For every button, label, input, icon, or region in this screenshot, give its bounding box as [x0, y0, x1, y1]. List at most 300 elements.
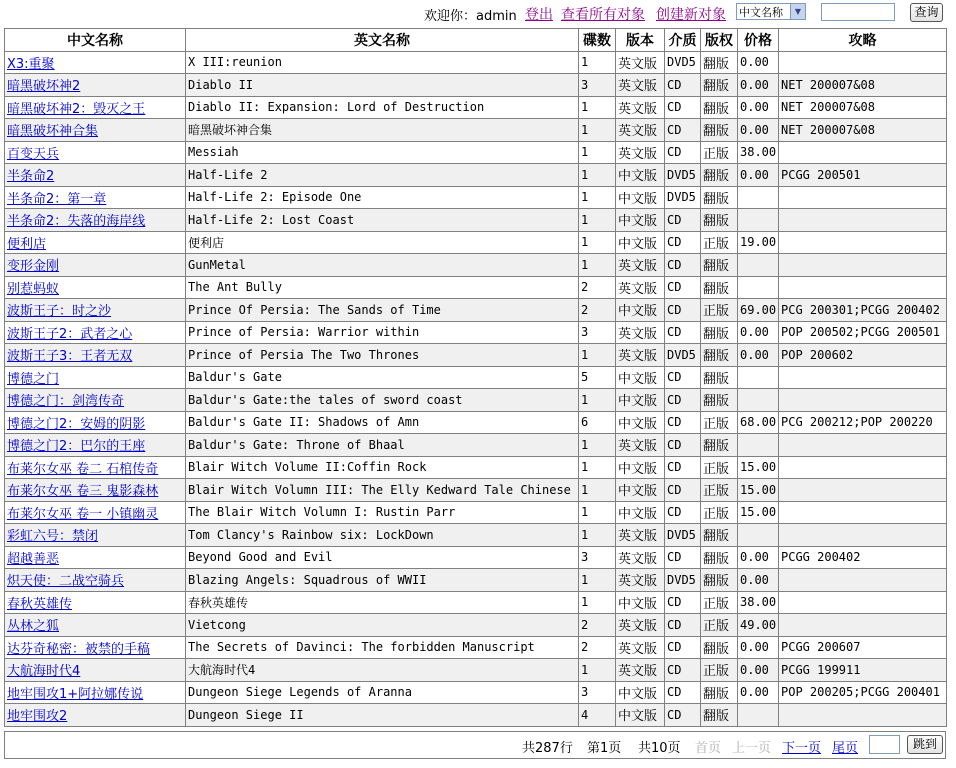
disc-count-cell: 1 — [579, 344, 616, 367]
search-button[interactable]: 查询 — [910, 3, 943, 22]
game-link[interactable]: 半条命2 — [7, 169, 55, 185]
version-cell: 中文版 — [616, 209, 665, 232]
search-field-selected: 中文名称 — [739, 6, 783, 19]
version-cell: 中文版 — [616, 501, 665, 524]
game-link[interactable]: 别惹蚂蚁 — [7, 281, 60, 297]
table-row — [5, 614, 947, 637]
current-page: 第1页 — [587, 741, 622, 756]
media-cell: CD — [665, 119, 701, 142]
table-row — [5, 164, 947, 187]
license-cell: 翻版 — [701, 524, 738, 547]
media-cell: CD — [665, 96, 701, 119]
media-cell: CD — [665, 276, 701, 299]
search-input[interactable] — [821, 3, 895, 21]
disc-count-cell: 1 — [579, 501, 616, 524]
table-row — [5, 366, 947, 389]
game-link[interactable]: 半条命2：失落的海岸线 — [7, 214, 146, 230]
disc-count-cell: 1 — [579, 119, 616, 142]
price-cell: 49.00 — [738, 614, 779, 637]
cn-name-cell — [5, 366, 186, 389]
price-cell: 0.00 — [738, 96, 779, 119]
table-row — [5, 299, 947, 322]
cn-name-cell — [5, 704, 186, 727]
license-cell: 翻版 — [701, 276, 738, 299]
guide-cell: PCGG 200607 — [779, 636, 947, 659]
media-cell: DVD5 — [665, 524, 701, 547]
version-cell: 中文版 — [616, 704, 665, 727]
en-name-cell: Prince of Persia The Two Thrones — [186, 344, 579, 367]
version-cell: 英文版 — [616, 569, 665, 592]
game-link[interactable]: 布莱尔女巫 卷二 石棺传奇 — [7, 461, 159, 477]
game-link[interactable]: 大航海时代4 — [7, 664, 81, 680]
goto-page-input[interactable] — [869, 735, 900, 754]
media-cell: CD — [665, 254, 701, 277]
license-cell: 翻版 — [701, 164, 738, 187]
en-name-cell: Half-Life 2: Episode One — [186, 186, 579, 209]
game-link[interactable]: 地牢围攻1+阿拉娜传说 — [7, 686, 144, 702]
en-name-cell: 大航海时代4 — [186, 659, 579, 682]
guide-cell: NET 200007&08 — [779, 74, 947, 97]
table-row — [5, 141, 947, 164]
media-cell: CD — [665, 546, 701, 569]
column-header: 价格 — [738, 29, 779, 52]
version-cell: 中文版 — [616, 591, 665, 614]
game-link[interactable]: 半条命2：第一章 — [7, 191, 107, 207]
price-cell — [738, 254, 779, 277]
media-cell: DVD5 — [665, 164, 701, 187]
cn-name-cell — [5, 479, 186, 502]
license-cell: 翻版 — [701, 119, 738, 142]
media-cell: CD — [665, 366, 701, 389]
cn-name-cell — [5, 524, 186, 547]
version-cell: 英文版 — [616, 74, 665, 97]
game-link[interactable]: 炽天使：二战空骑兵 — [7, 574, 125, 590]
cn-name-cell — [5, 254, 186, 277]
guide-cell — [779, 614, 947, 637]
en-name-cell: Diablo II: Expansion: Lord of Destruction — [186, 96, 579, 119]
disc-count-cell: 1 — [579, 51, 616, 74]
disc-count-cell: 2 — [579, 299, 616, 322]
version-cell: 中文版 — [616, 389, 665, 412]
disc-count-cell: 1 — [579, 659, 616, 682]
cn-name-cell — [5, 501, 186, 524]
license-cell: 正版 — [701, 411, 738, 434]
license-cell: 翻版 — [701, 209, 738, 232]
price-cell — [738, 704, 779, 727]
cn-name-cell — [5, 231, 186, 254]
table-row — [5, 321, 947, 344]
price-cell: 38.00 — [738, 591, 779, 614]
disc-count-cell: 1 — [579, 434, 616, 457]
cn-name-cell — [5, 546, 186, 569]
version-cell: 英文版 — [616, 321, 665, 344]
price-cell: 0.00 — [738, 51, 779, 74]
license-cell: 翻版 — [701, 569, 738, 592]
cn-name-cell — [5, 569, 186, 592]
en-name-cell: 春秋英雄传 — [186, 591, 579, 614]
license-cell: 正版 — [701, 456, 738, 479]
table-row — [5, 96, 947, 119]
en-name-cell: The Ant Bully — [186, 276, 579, 299]
guide-cell — [779, 231, 947, 254]
version-cell: 英文版 — [616, 636, 665, 659]
price-cell: 0.00 — [738, 321, 779, 344]
media-cell: CD — [665, 704, 701, 727]
next-page-link[interactable]: 下一页 — [782, 741, 822, 756]
disc-count-cell: 5 — [579, 366, 616, 389]
license-cell: 正版 — [701, 659, 738, 682]
version-cell: 英文版 — [616, 546, 665, 569]
disc-count-cell: 3 — [579, 321, 616, 344]
disc-count-cell: 1 — [579, 186, 616, 209]
license-cell: 翻版 — [701, 74, 738, 97]
version-cell: 英文版 — [616, 96, 665, 119]
view-all-link[interactable]: 查看所有对象 — [561, 7, 645, 23]
en-name-cell: Blair Witch Volume II:Coffin Rock — [186, 456, 579, 479]
version-cell: 英文版 — [616, 51, 665, 74]
price-cell: 0.00 — [738, 546, 779, 569]
game-link[interactable]: 波斯王子2：武者之心 — [7, 326, 133, 342]
guide-cell — [779, 591, 947, 614]
price-cell — [738, 209, 779, 232]
media-cell: CD — [665, 591, 701, 614]
en-name-cell: Tom Clancy's Rainbow six: LockDown — [186, 524, 579, 547]
price-cell: 0.00 — [738, 636, 779, 659]
license-cell: 翻版 — [701, 366, 738, 389]
media-cell: CD — [665, 456, 701, 479]
column-header: 中文名称 — [5, 29, 186, 52]
license-cell: 正版 — [701, 231, 738, 254]
cn-name-cell — [5, 299, 186, 322]
en-name-cell: Diablo II — [186, 74, 579, 97]
version-cell: 中文版 — [616, 479, 665, 502]
version-cell: 英文版 — [616, 659, 665, 682]
en-name-cell: Blair Witch Volumn III: The Elly Kedward Tale Chinese — [186, 479, 579, 502]
game-link[interactable]: 丛林之狐 — [7, 619, 60, 635]
media-cell: CD — [665, 411, 701, 434]
license-cell: 正版 — [701, 479, 738, 502]
table-row — [5, 681, 947, 704]
guide-cell: POP 200502;PCGG 200501 — [779, 321, 947, 344]
table-row — [5, 209, 947, 232]
welcome-text: 欢迎你：admin — [424, 9, 517, 24]
guide-cell: POP 200205;PCGG 200401 — [779, 681, 947, 704]
cn-name-cell — [5, 209, 186, 232]
price-cell: 0.00 — [738, 164, 779, 187]
guide-cell: NET 200007&08 — [779, 119, 947, 142]
guide-cell: PCGG 200501 — [779, 164, 947, 187]
create-new-link[interactable]: 创建新对象 — [656, 7, 726, 23]
en-name-cell: Dungeon Siege Legends of Aranna — [186, 681, 579, 704]
guide-cell — [779, 276, 947, 299]
cn-name-cell — [5, 119, 186, 142]
media-cell: DVD5 — [665, 569, 701, 592]
table-row — [5, 546, 947, 569]
en-name-cell: Baldur's Gate II: Shadows of Amn — [186, 411, 579, 434]
prev-page-link: 上一页 — [732, 741, 772, 756]
price-cell: 15.00 — [738, 479, 779, 502]
price-cell: 0.00 — [738, 344, 779, 367]
table-row — [5, 411, 947, 434]
game-link[interactable]: 春秋英雄传 — [7, 596, 73, 612]
media-cell: CD — [665, 434, 701, 457]
license-cell: 翻版 — [701, 434, 738, 457]
table-body — [5, 51, 947, 726]
guide-cell — [779, 366, 947, 389]
license-cell: 翻版 — [701, 51, 738, 74]
media-cell: CD — [665, 389, 701, 412]
en-name-cell: Prince Of Persia: The Sands of Time — [186, 299, 579, 322]
guide-cell: PCGG 200402 — [779, 546, 947, 569]
column-header: 英文名称 — [186, 29, 579, 52]
price-cell: 68.00 — [738, 411, 779, 434]
first-page-link: 首页 — [695, 741, 722, 756]
cn-name-cell — [5, 389, 186, 412]
disc-count-cell: 1 — [579, 479, 616, 502]
game-link[interactable]: 波斯王子：时之沙 — [7, 304, 112, 320]
last-page-link[interactable]: 尾页 — [832, 741, 859, 756]
search-field-select[interactable] — [736, 3, 806, 20]
cn-name-cell — [5, 411, 186, 434]
game-link[interactable]: 地牢围攻2 — [7, 709, 68, 725]
disc-count-cell: 1 — [579, 569, 616, 592]
price-cell — [738, 186, 779, 209]
en-name-cell: Baldur's Gate — [186, 366, 579, 389]
version-cell: 中文版 — [616, 231, 665, 254]
table-row — [5, 704, 947, 727]
guide-cell — [779, 434, 947, 457]
disc-count-cell: 2 — [579, 636, 616, 659]
guide-cell — [779, 479, 947, 502]
version-cell: 中文版 — [616, 411, 665, 434]
version-cell: 中文版 — [616, 186, 665, 209]
guide-cell — [779, 704, 947, 727]
price-cell: 0.00 — [738, 659, 779, 682]
license-cell: 翻版 — [701, 704, 738, 727]
en-name-cell: 暗黑破坏神合集 — [186, 119, 579, 142]
table-row — [5, 254, 947, 277]
price-cell: 15.00 — [738, 501, 779, 524]
cn-name-cell — [5, 51, 186, 74]
game-link[interactable]: 波斯王子3：王者无双 — [7, 349, 133, 365]
total-rows: 共287行 — [522, 741, 573, 756]
cn-name-cell — [5, 659, 186, 682]
disc-count-cell: 1 — [579, 254, 616, 277]
en-name-cell: Vietcong — [186, 614, 579, 637]
logout-link[interactable]: 登出 — [525, 7, 553, 23]
game-link[interactable]: 达芬奇秘密：被禁的手稿 — [7, 641, 151, 657]
media-cell: CD — [665, 231, 701, 254]
games-table — [4, 28, 947, 727]
version-cell: 中文版 — [616, 681, 665, 704]
table-row — [5, 186, 947, 209]
en-name-cell: Baldur's Gate:the tales of sword coast — [186, 389, 579, 412]
en-name-cell: GunMetal — [186, 254, 579, 277]
en-name-cell: Dungeon Siege II — [186, 704, 579, 727]
pagination-bar — [4, 731, 946, 759]
game-link[interactable]: 百变天兵 — [7, 146, 60, 162]
license-cell: 正版 — [701, 299, 738, 322]
guide-cell — [779, 389, 947, 412]
en-name-cell: Half-Life 2 — [186, 164, 579, 187]
guide-cell — [779, 254, 947, 277]
version-cell: 英文版 — [616, 524, 665, 547]
game-link[interactable]: 博德之门2：安姆的阴影 — [7, 416, 146, 432]
game-link[interactable]: 变形金刚 — [7, 259, 60, 275]
en-name-cell: The Blair Witch Volumn I: Rustin Parr — [186, 501, 579, 524]
disc-count-cell: 1 — [579, 96, 616, 119]
cn-name-cell — [5, 344, 186, 367]
price-cell — [738, 389, 779, 412]
price-cell: 0.00 — [738, 681, 779, 704]
game-link[interactable]: 暗黑破坏神合集 — [7, 124, 99, 140]
guide-cell: PCG 200301;PCGG 200402 — [779, 299, 947, 322]
table-row — [5, 119, 947, 142]
game-link[interactable]: 暗黑破坏神2 — [7, 79, 81, 95]
version-cell: 英文版 — [616, 344, 665, 367]
table-row — [5, 231, 947, 254]
guide-cell — [779, 51, 947, 74]
license-cell: 正版 — [701, 591, 738, 614]
table-row — [5, 434, 947, 457]
game-link[interactable]: 博德之门 — [7, 371, 60, 387]
table-row — [5, 479, 947, 502]
guide-cell — [779, 456, 947, 479]
price-cell: 0.00 — [738, 569, 779, 592]
guide-cell — [779, 141, 947, 164]
version-cell: 英文版 — [616, 119, 665, 142]
disc-count-cell: 1 — [579, 141, 616, 164]
version-cell: 英文版 — [616, 434, 665, 457]
media-cell: CD — [665, 636, 701, 659]
cn-name-cell — [5, 141, 186, 164]
license-cell: 正版 — [701, 141, 738, 164]
game-link[interactable]: 超越善恶 — [7, 551, 60, 567]
game-link[interactable]: 布莱尔女巫 卷三 鬼影森林 — [7, 484, 159, 500]
disc-count-cell: 1 — [579, 524, 616, 547]
media-cell: CD — [665, 614, 701, 637]
guide-cell: NET 200007&08 — [779, 96, 947, 119]
goto-page-button[interactable]: 跳到 — [907, 735, 943, 754]
price-cell — [738, 524, 779, 547]
license-cell: 翻版 — [701, 96, 738, 119]
en-name-cell: Prince of Persia: Warrior within — [186, 321, 579, 344]
license-cell: 翻版 — [701, 546, 738, 569]
column-header: 版本 — [616, 29, 665, 52]
cn-name-cell — [5, 74, 186, 97]
cn-name-cell — [5, 276, 186, 299]
table-header-row — [5, 29, 947, 52]
guide-cell — [779, 186, 947, 209]
cn-name-cell — [5, 681, 186, 704]
table-row — [5, 524, 947, 547]
version-cell: 英文版 — [616, 614, 665, 637]
en-name-cell: The Secrets of Davinci: The forbidden Manuscript — [186, 636, 579, 659]
en-name-cell: X III:reunion — [186, 51, 579, 74]
version-cell: 英文版 — [616, 254, 665, 277]
price-cell — [738, 366, 779, 389]
price-cell: 38.00 — [738, 141, 779, 164]
guide-cell — [779, 501, 947, 524]
disc-count-cell: 2 — [579, 614, 616, 637]
media-cell: CD — [665, 659, 701, 682]
cn-name-cell — [5, 434, 186, 457]
media-cell: CD — [665, 321, 701, 344]
table-row — [5, 51, 947, 74]
license-cell: 翻版 — [701, 344, 738, 367]
price-cell: 0.00 — [738, 74, 779, 97]
disc-count-cell: 3 — [579, 546, 616, 569]
game-link[interactable]: X3:重聚 — [7, 56, 55, 72]
game-link[interactable]: 便利店 — [7, 236, 47, 252]
media-cell: CD — [665, 479, 701, 502]
en-name-cell: Beyond Good and Evil — [186, 546, 579, 569]
price-cell: 0.00 — [738, 119, 779, 142]
license-cell: 翻版 — [701, 681, 738, 704]
guide-cell — [779, 524, 947, 547]
cn-name-cell — [5, 591, 186, 614]
game-link[interactable]: 博德之门：剑湾传奇 — [7, 394, 125, 410]
top-bar — [0, 0, 956, 24]
game-link[interactable]: 彩虹六号：禁闭 — [7, 529, 99, 545]
en-name-cell: Blazing Angels: Squadrous of WWII — [186, 569, 579, 592]
media-cell: CD — [665, 299, 701, 322]
license-cell: 翻版 — [701, 186, 738, 209]
price-cell — [738, 434, 779, 457]
en-name-cell: Messiah — [186, 141, 579, 164]
en-name-cell: Baldur's Gate: Throne of Bhaal — [186, 434, 579, 457]
disc-count-cell: 2 — [579, 276, 616, 299]
price-cell: 15.00 — [738, 456, 779, 479]
guide-cell: PCGG 199911 — [779, 659, 947, 682]
en-name-cell: Half-Life 2: Lost Coast — [186, 209, 579, 232]
media-cell: CD — [665, 681, 701, 704]
license-cell: 正版 — [701, 501, 738, 524]
table-row — [5, 636, 947, 659]
disc-count-cell: 1 — [579, 456, 616, 479]
media-cell: DVD5 — [665, 344, 701, 367]
disc-count-cell: 1 — [579, 164, 616, 187]
media-cell: CD — [665, 74, 701, 97]
media-cell: DVD5 — [665, 186, 701, 209]
table-row — [5, 74, 947, 97]
media-cell: CD — [665, 501, 701, 524]
version-cell: 英文版 — [616, 141, 665, 164]
column-header: 碟数 — [579, 29, 616, 52]
price-cell — [738, 276, 779, 299]
media-cell: CD — [665, 141, 701, 164]
chevron-down-icon[interactable]: ▼ — [790, 4, 805, 19]
version-cell: 中文版 — [616, 164, 665, 187]
table-row — [5, 389, 947, 412]
table-row — [5, 591, 947, 614]
table-row — [5, 456, 947, 479]
license-cell: 翻版 — [701, 636, 738, 659]
game-link[interactable]: 暗黑破坏神2：毁灭之王 — [7, 101, 146, 117]
game-link[interactable]: 布莱尔女巫 卷一 小镇幽灵 — [7, 506, 159, 522]
license-cell: 正版 — [701, 614, 738, 637]
price-cell: 19.00 — [738, 231, 779, 254]
disc-count-cell: 3 — [579, 74, 616, 97]
game-link[interactable]: 博德之门2：巴尔的王座 — [7, 439, 146, 455]
version-cell: 中文版 — [616, 456, 665, 479]
disc-count-cell: 1 — [579, 231, 616, 254]
cn-name-cell — [5, 636, 186, 659]
version-cell: 中文版 — [616, 366, 665, 389]
media-cell: CD — [665, 209, 701, 232]
license-cell: 翻版 — [701, 389, 738, 412]
guide-cell — [779, 209, 947, 232]
